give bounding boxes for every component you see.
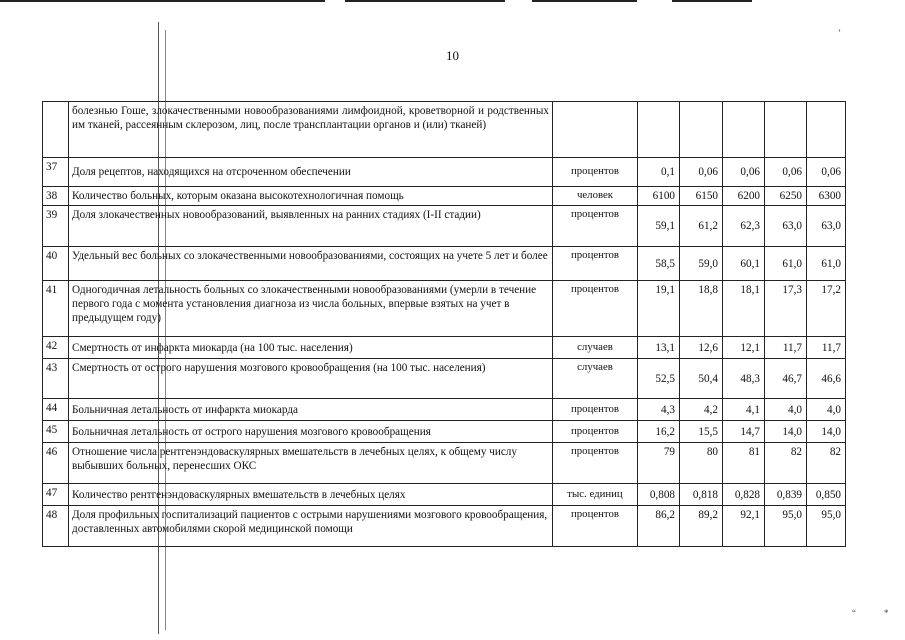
indicator-name-cell: Доля профильных госпитализаций пациентов с острыми нарушениями мозгового кровообращения, доставленных автомобилями скорой медицинской помощи xyxy=(69,506,553,547)
value-cell: 61,2 xyxy=(680,206,723,247)
value-cell: 17,2 xyxy=(807,281,846,337)
value-cell: 19,1 xyxy=(638,281,680,337)
value-cell: 61,0 xyxy=(807,247,846,281)
value-cell: 60,1 xyxy=(723,247,765,281)
table-row xyxy=(43,359,846,399)
value-cell: 15,5 xyxy=(680,421,723,443)
value-cell xyxy=(680,102,723,158)
value-cell: 14,0 xyxy=(765,421,807,443)
value-cell: 79 xyxy=(638,443,680,484)
value-cell: 12,1 xyxy=(723,337,765,359)
value-cell: 81 xyxy=(723,443,765,484)
value-cell: 63,0 xyxy=(765,206,807,247)
value-cell: 6100 xyxy=(638,187,680,206)
value-cell: 11,7 xyxy=(807,337,846,359)
table-row xyxy=(43,158,846,187)
value-cell xyxy=(638,102,680,158)
value-cell: 82 xyxy=(807,443,846,484)
unit-cell: процентов xyxy=(553,247,638,281)
table-row xyxy=(43,337,846,359)
value-cell: 89,2 xyxy=(680,506,723,547)
row-number-cell: 45 xyxy=(43,421,69,443)
value-cell: 6150 xyxy=(680,187,723,206)
value-cell: 86,2 xyxy=(638,506,680,547)
row-number-cell: 46 xyxy=(43,443,69,484)
value-cell: 0,818 xyxy=(680,484,723,506)
indicators-table xyxy=(42,101,846,547)
table-row xyxy=(43,484,846,506)
indicator-name-cell: Отношение числа рентгенэндоваскулярных вмешательств в лечебных целях, к общему числу выбывших больных, перенесших ОКС xyxy=(69,443,553,484)
indicator-name-cell: Больничная летальность от инфаркта миокарда xyxy=(69,399,553,421)
unit-cell: случаев xyxy=(553,337,638,359)
indicator-name-cell: Смертность от острого нарушения мозгового кровообращения (на 100 тыс. населения) xyxy=(69,359,553,399)
scan-edge-line xyxy=(672,0,752,2)
value-cell: 6300 xyxy=(807,187,846,206)
row-number-cell: 47 xyxy=(43,484,69,506)
row-number-cell: 40 xyxy=(43,247,69,281)
continuation-text-cell: болезнью Гоше, злокачественными новообразованиями лимфоидной, кроветворной и родственных им тканей, рассеянным склерозом, лиц, после трансплантации органов и (или) тканей) xyxy=(69,102,553,158)
value-cell: 61,0 xyxy=(765,247,807,281)
value-cell: 4,3 xyxy=(638,399,680,421)
value-cell: 0,1 xyxy=(638,158,680,187)
value-cell: 0,06 xyxy=(765,158,807,187)
unit-cell: тыс. единиц xyxy=(553,484,638,506)
value-cell xyxy=(807,102,846,158)
indicator-name-cell: Количество больных, которым оказана высокотехнологичная помощь xyxy=(69,187,553,206)
row-number-cell: 44 xyxy=(43,399,69,421)
row-number-cell: 43 xyxy=(43,359,69,399)
indicator-name-cell: Доля злокачественных новообразований, выявленных на ранних стадиях (I-II стадии) xyxy=(69,206,553,247)
indicator-name-cell: Смертность от инфаркта миокарда (на 100 тыс. населения) xyxy=(69,337,553,359)
value-cell: 4,0 xyxy=(765,399,807,421)
value-cell: 52,5 xyxy=(638,359,680,399)
value-cell xyxy=(723,102,765,158)
row-number-cell: 41 xyxy=(43,281,69,337)
value-cell: 13,1 xyxy=(638,337,680,359)
indicator-name-cell: Больничная летальность от острого нарушения мозгового кровообращения xyxy=(69,421,553,443)
table-row xyxy=(43,247,846,281)
indicator-name-cell: Одногодичная летальность больных со злокачественными новообразованиями (умерли в течение первого года с момента установления диагноза из числа больных, впервые взятых на учет в предыдущем году) xyxy=(69,281,553,337)
table-row xyxy=(43,443,846,484)
table-row xyxy=(43,206,846,247)
row-number-cell: 38 xyxy=(43,187,69,206)
unit-cell: процентов xyxy=(553,281,638,337)
indicator-name-cell: Количество рентгенэндоваскулярных вмешательств в лечебных целях xyxy=(69,484,553,506)
indicator-name-cell: Доля рецептов, находящихся на отсроченном обеспечении xyxy=(69,158,553,187)
value-cell: 11,7 xyxy=(765,337,807,359)
value-cell: 6200 xyxy=(723,187,765,206)
value-cell: 95,0 xyxy=(765,506,807,547)
unit-cell: процентов xyxy=(553,506,638,547)
value-cell: 0,06 xyxy=(807,158,846,187)
value-cell: 50,4 xyxy=(680,359,723,399)
table-row xyxy=(43,281,846,337)
table-row xyxy=(43,187,846,206)
table-row-continuation xyxy=(43,102,846,158)
value-cell: 16,2 xyxy=(638,421,680,443)
value-cell: 12,6 xyxy=(680,337,723,359)
row-number-cell: 39 xyxy=(43,206,69,247)
table-row xyxy=(43,506,846,547)
unit-cell xyxy=(553,102,638,158)
scan-speck: “ xyxy=(852,608,856,618)
scan-edge-line xyxy=(0,0,325,2)
table-row xyxy=(43,399,846,421)
value-cell: 0,850 xyxy=(807,484,846,506)
value-cell: 18,1 xyxy=(723,281,765,337)
value-cell: 14,7 xyxy=(723,421,765,443)
row-number-cell: 42 xyxy=(43,337,69,359)
value-cell: 4,1 xyxy=(723,399,765,421)
value-cell: 58,5 xyxy=(638,247,680,281)
unit-cell: случаев xyxy=(553,359,638,399)
value-cell: 46,7 xyxy=(765,359,807,399)
value-cell: 0,839 xyxy=(765,484,807,506)
value-cell: 95,0 xyxy=(807,506,846,547)
page-number: 10 xyxy=(446,48,459,63)
unit-cell: процентов xyxy=(553,421,638,443)
scan-edge-line xyxy=(532,0,637,2)
unit-cell: процентов xyxy=(553,206,638,247)
value-cell: 18,8 xyxy=(680,281,723,337)
value-cell: 4,0 xyxy=(807,399,846,421)
value-cell: 46,6 xyxy=(807,359,846,399)
indicator-name-cell: Удельный вес больных со злокачественными новообразованиями, состоящих на учете 5 лет и более xyxy=(69,247,553,281)
value-cell: 59,1 xyxy=(638,206,680,247)
value-cell: 4,2 xyxy=(680,399,723,421)
scan-edge-line xyxy=(345,0,505,2)
value-cell: 0,06 xyxy=(723,158,765,187)
value-cell: 80 xyxy=(680,443,723,484)
unit-cell: процентов xyxy=(553,158,638,187)
value-cell: 92,1 xyxy=(723,506,765,547)
value-cell: 62,3 xyxy=(723,206,765,247)
value-cell xyxy=(765,102,807,158)
unit-cell: процентов xyxy=(553,443,638,484)
row-number-cell xyxy=(43,102,69,158)
row-number-cell: 37 xyxy=(43,158,69,187)
value-cell: 59,0 xyxy=(680,247,723,281)
value-cell: 48,3 xyxy=(723,359,765,399)
scan-speck: ’ xyxy=(838,28,841,38)
row-number-cell: 48 xyxy=(43,506,69,547)
value-cell: 0,828 xyxy=(723,484,765,506)
value-cell: 63,0 xyxy=(807,206,846,247)
value-cell: 0,06 xyxy=(680,158,723,187)
value-cell: 14,0 xyxy=(807,421,846,443)
value-cell: 82 xyxy=(765,443,807,484)
unit-cell: человек xyxy=(553,187,638,206)
scan-speck: * xyxy=(884,608,889,618)
unit-cell: процентов xyxy=(553,399,638,421)
table-row xyxy=(43,421,846,443)
value-cell: 0,808 xyxy=(638,484,680,506)
value-cell: 17,3 xyxy=(765,281,807,337)
value-cell: 6250 xyxy=(765,187,807,206)
